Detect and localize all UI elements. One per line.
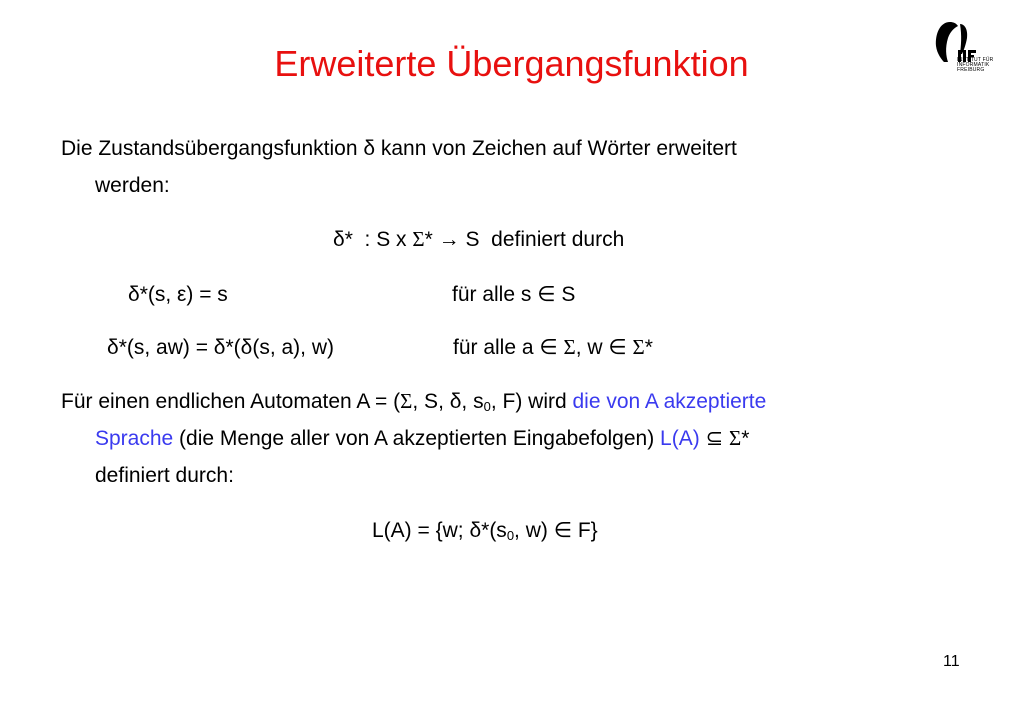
case-1-lhs: δ*(s, ε) = s bbox=[128, 283, 228, 306]
highlight-accepted-language: die von A akzeptierte bbox=[572, 390, 767, 413]
highlight-la: L(A) bbox=[660, 427, 700, 450]
definition-line: δ* : S x Σ* → S definiert durch bbox=[333, 227, 625, 251]
case-2-rhs: für alle a ∈ Σ, w ∈ Σ* bbox=[453, 335, 653, 359]
logo-caption: INSTITUT FÜR INFORMATIK FREIBURG bbox=[957, 57, 994, 73]
case-2-lhs: δ*(s, aw) = δ*(δ(s, a), w) bbox=[107, 336, 335, 359]
paragraph-1-line-1: Die Zustandsübergangsfunktion δ kann von Zeichen auf Wörter erweitert bbox=[61, 137, 737, 160]
paragraph-2-line-2: Sprache (die Menge aller von A akzeptierten Eingabefolgen) L(A) ⊆ Σ* bbox=[95, 426, 750, 450]
paragraph-2-line-1: Für einen endlichen Automaten A = (Σ, S, δ, $s_0$, F) wird die von A akzeptierte bbox=[61, 389, 767, 414]
final-formula: L(A) = {w; $\delta*(s_0$, w) ∈ F} bbox=[372, 519, 598, 543]
page-number: 11 bbox=[943, 653, 960, 670]
slide-title: Erweiterte Übergangsfunktion bbox=[274, 43, 749, 84]
case-1-rhs: für alle s ∈ S bbox=[452, 283, 576, 306]
paragraph-1-line-2: werden: bbox=[95, 174, 170, 197]
paragraph-2-line-3: definiert durch: bbox=[95, 464, 234, 487]
